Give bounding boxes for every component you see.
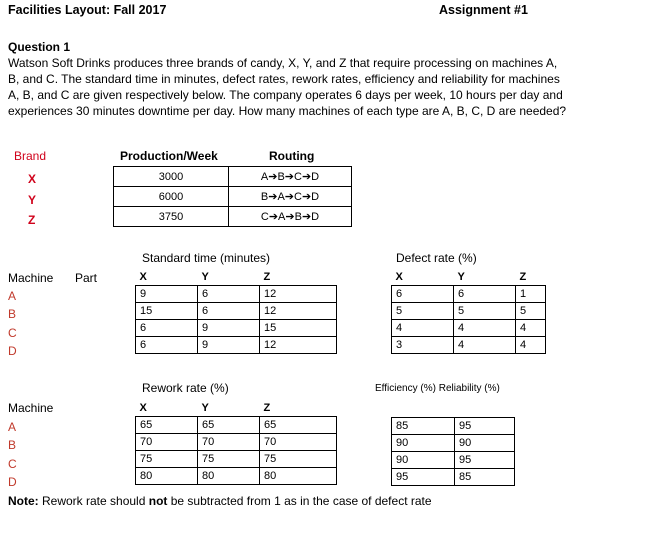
reliability-cell: 90 (455, 435, 515, 452)
col-header: Z (260, 269, 337, 286)
col-header: Z (516, 269, 546, 286)
production-cell: 6000 (114, 187, 229, 207)
routing-cell: B➔A➔C➔D (229, 187, 352, 207)
table-cell: 12 (260, 286, 337, 303)
table-row (392, 452, 515, 469)
table-row (136, 451, 337, 468)
table-cell: 12 (260, 337, 337, 354)
table-row (136, 303, 337, 320)
machine-c: C (8, 457, 17, 471)
eff-rel-title: Efficiency (%) Reliability (%) (375, 383, 500, 394)
machine-a: A (8, 420, 17, 434)
table-cell: 4 (516, 320, 546, 337)
brand-z: Z (28, 213, 36, 227)
table-cell: 80 (198, 468, 260, 485)
table-cell: 80 (136, 468, 198, 485)
table-cell: 4 (392, 320, 454, 337)
table-cell: 75 (198, 451, 260, 468)
table-cell: 80 (260, 468, 337, 485)
table-row (114, 167, 352, 187)
table-cell: 75 (136, 451, 198, 468)
machine-a: A (8, 289, 17, 303)
std-time-title: Standard time (minutes) (142, 251, 271, 265)
efficiency-cell: 90 (392, 435, 455, 452)
note-text-2: be subtracted from 1 as in the case of defect rate (167, 494, 432, 508)
question-heading: Question 1 (8, 40, 71, 54)
efficiency-cell: 95 (392, 469, 455, 486)
col-header: X (392, 269, 454, 286)
table-cell: 6 (136, 320, 198, 337)
table-row (114, 207, 352, 227)
table-cell: 15 (260, 320, 337, 337)
question-line-2: B, and C. The standard time in minutes, defect rates, rework rates, efficiency and reliability for machines (8, 72, 560, 86)
table-cell: 3 (392, 337, 454, 354)
note-text-1: Rework rate should (38, 494, 149, 508)
document-title: Facilities Layout: Fall 2017 (8, 3, 167, 17)
production-cell: 3000 (114, 167, 229, 187)
defect-rate-title: Defect rate (%) (396, 251, 477, 265)
table-cell: 70 (136, 434, 198, 451)
col-header: Y (198, 400, 260, 417)
table-row (392, 469, 515, 486)
table-header-row (136, 400, 337, 417)
table-cell: 70 (198, 434, 260, 451)
table-row (136, 468, 337, 485)
table-row (392, 303, 546, 320)
table-row (136, 320, 337, 337)
note (8, 494, 432, 508)
table-row (114, 187, 352, 207)
brand-x: X (28, 172, 37, 186)
assignment-label: Assignment #1 (439, 3, 528, 17)
table-row (392, 435, 515, 452)
routing-label: Routing (269, 149, 315, 163)
reliability-cell: 95 (455, 452, 515, 469)
table-cell: 9 (136, 286, 198, 303)
efficiency-cell: 85 (392, 418, 455, 435)
table-row (136, 337, 337, 354)
part-label: Part (75, 271, 98, 285)
table-cell: 65 (260, 417, 337, 434)
table-cell: 5 (516, 303, 546, 320)
table-row (136, 434, 337, 451)
table-row (136, 417, 337, 434)
routing-cell: A➔B➔C➔D (229, 167, 352, 187)
table-row (392, 337, 546, 354)
table-cell: 4 (516, 337, 546, 354)
brand-table (113, 166, 352, 227)
machine-d: D (8, 475, 17, 489)
table-cell: 6 (198, 303, 260, 320)
table-cell: 15 (136, 303, 198, 320)
machine-label-rework: Machine (8, 401, 54, 415)
machine-c: C (8, 326, 17, 340)
table-cell: 6 (454, 286, 516, 303)
production-label: Production/Week (120, 149, 218, 163)
table-cell: 6 (392, 286, 454, 303)
table-cell: 9 (198, 337, 260, 354)
efficiency-reliability-table (391, 417, 515, 486)
table-cell: 5 (454, 303, 516, 320)
note-prefix: Note: (8, 494, 39, 508)
table-row (392, 286, 546, 303)
table-cell: 4 (454, 337, 516, 354)
table-row (392, 320, 546, 337)
reliability-cell: 85 (455, 469, 515, 486)
machine-b: B (8, 307, 17, 321)
machine-b: B (8, 438, 17, 452)
rework-rate-title: Rework rate (%) (142, 381, 229, 395)
table-cell: 65 (136, 417, 198, 434)
table-cell: 65 (198, 417, 260, 434)
table-cell: 6 (136, 337, 198, 354)
routing-cell: C➔A➔B➔D (229, 207, 352, 227)
brand-y: Y (28, 193, 37, 207)
defect-rate-table (391, 269, 546, 354)
machine-d: D (8, 344, 17, 358)
table-cell: 75 (260, 451, 337, 468)
table-row (392, 418, 515, 435)
table-row (136, 286, 337, 303)
table-cell: 5 (392, 303, 454, 320)
col-header: Z (260, 400, 337, 417)
reliability-cell: 95 (455, 418, 515, 435)
table-cell: 12 (260, 303, 337, 320)
table-cell: 70 (260, 434, 337, 451)
question-line-3: A, B, and C are given respectively below. The company operates 6 days per week, 10 hours per day and (8, 88, 563, 102)
table-cell: 4 (454, 320, 516, 337)
brand-label: Brand (14, 149, 47, 163)
table-cell: 6 (198, 286, 260, 303)
col-header: X (136, 400, 198, 417)
col-header: Y (198, 269, 260, 286)
table-cell: 1 (516, 286, 546, 303)
production-cell: 3750 (114, 207, 229, 227)
efficiency-cell: 90 (392, 452, 455, 469)
table-header-row (392, 269, 546, 286)
std-time-table (135, 269, 337, 354)
table-cell: 9 (198, 320, 260, 337)
table-header-row (136, 269, 337, 286)
question-line-1: Watson Soft Drinks produces three brands of candy, X, Y, and Z that require processing on machines A, (8, 56, 558, 70)
col-header: Y (454, 269, 516, 286)
question-line-4: experiences 30 minutes downtime per day. How many machines of each type are A, B, C, D are needed? (8, 104, 567, 118)
note-emphasis: not (148, 494, 168, 508)
machine-label: Machine (8, 271, 54, 285)
rework-rate-table (135, 400, 337, 485)
col-header: X (136, 269, 198, 286)
